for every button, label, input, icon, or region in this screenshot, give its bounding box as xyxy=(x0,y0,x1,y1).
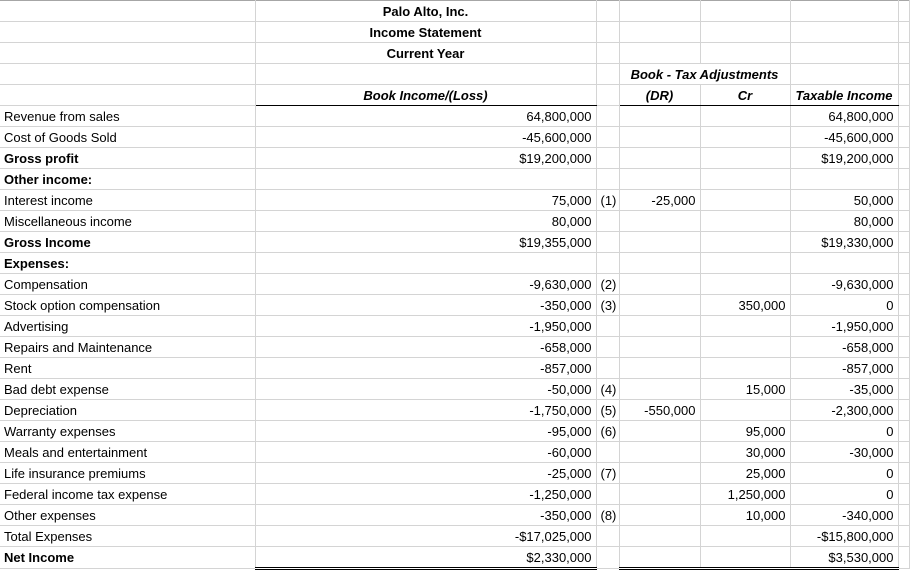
adjustment-dr-cell[interactable] xyxy=(619,337,700,358)
row-label-cell[interactable]: Interest income xyxy=(0,190,255,211)
taxable-income-cell[interactable]: 0 xyxy=(790,484,898,505)
reference-cell[interactable]: (2) xyxy=(596,274,619,295)
table-row xyxy=(0,316,909,337)
reference-cell[interactable] xyxy=(596,316,619,337)
reference-cell[interactable] xyxy=(596,547,619,569)
empty-cell[interactable] xyxy=(790,43,898,64)
taxable-income-cell[interactable]: -340,000 xyxy=(790,505,898,526)
adjustment-cr-cell[interactable] xyxy=(700,232,790,253)
table-row xyxy=(0,232,909,253)
taxable-income-cell[interactable]: 50,000 xyxy=(790,190,898,211)
adjustment-dr-cell[interactable] xyxy=(619,295,700,316)
book-income-cell[interactable] xyxy=(255,169,596,190)
empty-cell[interactable] xyxy=(898,295,909,316)
empty-cell[interactable] xyxy=(898,1,909,22)
adjustment-dr-cell[interactable] xyxy=(619,442,700,463)
adjustment-dr-cell[interactable] xyxy=(619,484,700,505)
empty-cell[interactable] xyxy=(898,400,909,421)
empty-cell[interactable] xyxy=(898,337,909,358)
header-row-adjustments-group xyxy=(0,64,909,85)
adjustment-dr-cell[interactable] xyxy=(619,253,700,274)
adjustment-dr-cell[interactable] xyxy=(619,526,700,547)
adjustment-dr-cell[interactable] xyxy=(619,106,700,127)
row-label-cell[interactable]: Warranty expenses xyxy=(0,421,255,442)
reference-cell[interactable] xyxy=(596,127,619,148)
adjustment-dr-cell[interactable] xyxy=(619,379,700,400)
adjustment-dr-cell[interactable] xyxy=(619,463,700,484)
empty-cell[interactable] xyxy=(898,106,909,127)
empty-cell[interactable] xyxy=(898,274,909,295)
book-income-cell[interactable]: $19,200,000 xyxy=(255,148,596,169)
empty-cell[interactable] xyxy=(596,64,619,85)
empty-cell[interactable] xyxy=(0,22,255,43)
reference-cell[interactable] xyxy=(596,211,619,232)
taxable-income-cell[interactable] xyxy=(790,169,898,190)
adjustment-cr-cell[interactable] xyxy=(700,316,790,337)
empty-cell[interactable] xyxy=(898,148,909,169)
header-book-income[interactable]: Book Income/(Loss) xyxy=(255,85,596,106)
adjustment-cr-cell[interactable] xyxy=(700,358,790,379)
table-row xyxy=(0,253,909,274)
book-income-cell[interactable]: -1,250,000 xyxy=(255,484,596,505)
empty-cell[interactable] xyxy=(898,358,909,379)
book-income-cell[interactable]: -1,750,000 xyxy=(255,400,596,421)
empty-cell[interactable] xyxy=(898,505,909,526)
reference-cell[interactable] xyxy=(596,526,619,547)
taxable-income-cell[interactable]: -658,000 xyxy=(790,337,898,358)
reference-cell[interactable] xyxy=(596,484,619,505)
taxable-income-cell[interactable]: -1,950,000 xyxy=(790,316,898,337)
header-cr[interactable]: Cr xyxy=(700,85,790,106)
table-row xyxy=(0,505,909,526)
empty-cell[interactable] xyxy=(596,85,619,106)
taxable-income-cell[interactable]: -857,000 xyxy=(790,358,898,379)
table-row xyxy=(0,148,909,169)
adjustment-cr-cell[interactable] xyxy=(700,400,790,421)
adjustment-cr-cell[interactable] xyxy=(700,526,790,547)
empty-cell[interactable] xyxy=(700,43,790,64)
taxable-income-cell[interactable]: 0 xyxy=(790,421,898,442)
empty-cell[interactable] xyxy=(596,43,619,64)
company-name[interactable]: Palo Alto, Inc. xyxy=(255,1,596,22)
reference-cell[interactable] xyxy=(596,232,619,253)
adjustment-dr-cell[interactable] xyxy=(619,274,700,295)
table-row xyxy=(0,463,909,484)
book-income-cell[interactable]: -60,000 xyxy=(255,442,596,463)
header-dr[interactable]: (DR) xyxy=(619,85,700,106)
header-taxable-income[interactable]: Taxable Income xyxy=(790,85,898,106)
reference-cell[interactable] xyxy=(596,148,619,169)
row-label-cell[interactable]: Other expenses xyxy=(0,505,255,526)
adjustment-cr-cell[interactable]: 1,250,000 xyxy=(700,484,790,505)
reference-cell[interactable] xyxy=(596,253,619,274)
book-income-cell[interactable] xyxy=(255,253,596,274)
table-row xyxy=(0,337,909,358)
table-row xyxy=(0,106,909,127)
taxable-income-cell[interactable]: -2,300,000 xyxy=(790,400,898,421)
title-row-company xyxy=(0,1,909,22)
row-label-cell[interactable]: Depreciation xyxy=(0,400,255,421)
adjustment-dr-cell[interactable] xyxy=(619,421,700,442)
book-income-cell[interactable]: -95,000 xyxy=(255,421,596,442)
adjustment-dr-cell[interactable] xyxy=(619,505,700,526)
empty-cell[interactable] xyxy=(898,43,909,64)
adjustment-cr-cell[interactable] xyxy=(700,190,790,211)
adjustment-cr-cell[interactable] xyxy=(700,127,790,148)
adjustment-cr-cell[interactable] xyxy=(700,253,790,274)
adjustment-cr-cell[interactable] xyxy=(700,169,790,190)
empty-cell[interactable] xyxy=(898,64,909,85)
book-income-cell[interactable]: -9,630,000 xyxy=(255,274,596,295)
adjustment-cr-cell[interactable] xyxy=(700,337,790,358)
adjustment-dr-cell[interactable] xyxy=(619,127,700,148)
book-income-cell[interactable]: -857,000 xyxy=(255,358,596,379)
row-label-cell[interactable]: Life insurance premiums xyxy=(0,463,255,484)
empty-cell[interactable] xyxy=(898,253,909,274)
empty-cell[interactable] xyxy=(790,1,898,22)
title-row-period xyxy=(0,43,909,64)
taxable-income-cell[interactable]: -35,000 xyxy=(790,379,898,400)
table-row xyxy=(0,379,909,400)
book-income-cell[interactable]: -50,000 xyxy=(255,379,596,400)
taxable-income-cell[interactable]: -45,600,000 xyxy=(790,127,898,148)
row-label-cell[interactable]: Cost of Goods Sold xyxy=(0,127,255,148)
adjustment-cr-cell[interactable]: 95,000 xyxy=(700,421,790,442)
adjustment-dr-cell[interactable] xyxy=(619,316,700,337)
table-row xyxy=(0,421,909,442)
title-row-statement xyxy=(0,22,909,43)
adjustment-dr-cell[interactable] xyxy=(619,169,700,190)
empty-cell[interactable] xyxy=(790,64,898,85)
reference-cell[interactable] xyxy=(596,106,619,127)
empty-cell[interactable] xyxy=(898,232,909,253)
adjustment-dr-cell[interactable]: -25,000 xyxy=(619,190,700,211)
empty-cell[interactable] xyxy=(898,22,909,43)
empty-cell[interactable] xyxy=(898,442,909,463)
empty-cell[interactable] xyxy=(898,463,909,484)
period-name[interactable]: Current Year xyxy=(255,43,596,64)
empty-cell[interactable] xyxy=(619,43,700,64)
empty-cell[interactable] xyxy=(790,22,898,43)
book-income-cell[interactable]: 80,000 xyxy=(255,211,596,232)
book-income-cell[interactable]: -350,000 xyxy=(255,505,596,526)
table-row xyxy=(0,526,909,547)
header-adjustments-group[interactable]: Book - Tax Adjustments xyxy=(619,64,790,85)
table-row xyxy=(0,169,909,190)
empty-cell[interactable] xyxy=(898,547,909,569)
empty-cell[interactable] xyxy=(898,526,909,547)
adjustment-cr-cell[interactable] xyxy=(700,274,790,295)
adjustment-cr-cell[interactable] xyxy=(700,211,790,232)
reference-cell[interactable]: (4) xyxy=(596,379,619,400)
row-label-cell[interactable]: Revenue from sales xyxy=(0,106,255,127)
empty-cell[interactable] xyxy=(898,421,909,442)
taxable-income-cell[interactable]: -$15,800,000 xyxy=(790,526,898,547)
book-income-cell[interactable]: $2,330,000 xyxy=(255,547,596,569)
adjustment-cr-cell[interactable]: 25,000 xyxy=(700,463,790,484)
row-label-cell[interactable]: Bad debt expense xyxy=(0,379,255,400)
adjustment-cr-cell[interactable]: 15,000 xyxy=(700,379,790,400)
taxable-income-cell[interactable]: 80,000 xyxy=(790,211,898,232)
adjustment-dr-cell[interactable] xyxy=(619,547,700,569)
empty-cell[interactable] xyxy=(596,22,619,43)
empty-cell[interactable] xyxy=(0,43,255,64)
row-label-cell[interactable]: Total Expenses xyxy=(0,526,255,547)
table-row xyxy=(0,211,909,232)
table-row xyxy=(0,127,909,148)
empty-cell[interactable] xyxy=(0,1,255,22)
empty-cell[interactable] xyxy=(898,316,909,337)
empty-cell[interactable] xyxy=(898,211,909,232)
book-income-cell[interactable]: -350,000 xyxy=(255,295,596,316)
row-label-cell[interactable]: Net Income xyxy=(0,547,255,569)
empty-cell[interactable] xyxy=(619,1,700,22)
header-row-columns xyxy=(0,85,909,106)
table-row xyxy=(0,358,909,379)
row-label-cell[interactable]: Miscellaneous income xyxy=(0,211,255,232)
row-label-cell[interactable]: Expenses: xyxy=(0,253,255,274)
empty-cell[interactable] xyxy=(898,169,909,190)
table-row xyxy=(0,484,909,505)
taxable-income-cell[interactable]: 0 xyxy=(790,295,898,316)
table-row xyxy=(0,295,909,316)
empty-cell[interactable] xyxy=(0,64,255,85)
empty-cell[interactable] xyxy=(898,190,909,211)
book-income-cell[interactable]: 75,000 xyxy=(255,190,596,211)
reference-cell[interactable]: (5) xyxy=(596,400,619,421)
empty-cell[interactable] xyxy=(898,379,909,400)
book-income-cell[interactable]: $19,355,000 xyxy=(255,232,596,253)
adjustment-cr-cell[interactable]: 350,000 xyxy=(700,295,790,316)
empty-cell[interactable] xyxy=(700,22,790,43)
reference-cell[interactable] xyxy=(596,169,619,190)
row-label-cell[interactable]: Stock option compensation xyxy=(0,295,255,316)
statement-name[interactable]: Income Statement xyxy=(255,22,596,43)
taxable-income-cell[interactable]: $19,330,000 xyxy=(790,232,898,253)
table-row xyxy=(0,400,909,421)
reference-cell[interactable]: (8) xyxy=(596,505,619,526)
table-row xyxy=(0,442,909,463)
adjustment-dr-cell[interactable] xyxy=(619,232,700,253)
empty-cell[interactable] xyxy=(898,127,909,148)
table-row xyxy=(0,547,909,569)
reference-cell[interactable] xyxy=(596,337,619,358)
reference-cell[interactable]: (7) xyxy=(596,463,619,484)
taxable-income-cell[interactable]: $19,200,000 xyxy=(790,148,898,169)
reference-cell[interactable]: (1) xyxy=(596,190,619,211)
table-row xyxy=(0,274,909,295)
taxable-income-cell[interactable]: -9,630,000 xyxy=(790,274,898,295)
book-income-cell[interactable]: -$17,025,000 xyxy=(255,526,596,547)
row-label-cell[interactable]: Other income: xyxy=(0,169,255,190)
adjustment-dr-cell[interactable] xyxy=(619,211,700,232)
empty-cell[interactable] xyxy=(0,85,255,106)
table-row xyxy=(0,190,909,211)
empty-cell[interactable] xyxy=(898,484,909,505)
empty-cell[interactable] xyxy=(700,1,790,22)
reference-cell[interactable]: (6) xyxy=(596,421,619,442)
book-income-cell[interactable]: -658,000 xyxy=(255,337,596,358)
reference-cell[interactable] xyxy=(596,358,619,379)
adjustment-cr-cell[interactable]: 10,000 xyxy=(700,505,790,526)
book-income-cell[interactable]: -1,950,000 xyxy=(255,316,596,337)
reference-cell[interactable] xyxy=(596,442,619,463)
empty-cell[interactable] xyxy=(255,64,596,85)
empty-cell[interactable] xyxy=(898,85,909,106)
book-income-cell[interactable]: -25,000 xyxy=(255,463,596,484)
taxable-income-cell[interactable]: $3,530,000 xyxy=(790,547,898,569)
row-label-cell[interactable]: Rent xyxy=(0,358,255,379)
adjustment-cr-cell[interactable]: 30,000 xyxy=(700,442,790,463)
adjustment-dr-cell[interactable] xyxy=(619,148,700,169)
book-income-cell[interactable]: -45,600,000 xyxy=(255,127,596,148)
row-label-cell[interactable]: Advertising xyxy=(0,316,255,337)
empty-cell[interactable] xyxy=(596,1,619,22)
adjustment-cr-cell[interactable] xyxy=(700,148,790,169)
reference-cell[interactable]: (3) xyxy=(596,295,619,316)
row-label-cell[interactable]: Repairs and Maintenance xyxy=(0,337,255,358)
taxable-income-cell[interactable] xyxy=(790,253,898,274)
adjustment-dr-cell[interactable]: -550,000 xyxy=(619,400,700,421)
taxable-income-cell[interactable]: 64,800,000 xyxy=(790,106,898,127)
adjustment-dr-cell[interactable] xyxy=(619,358,700,379)
adjustment-cr-cell[interactable] xyxy=(700,547,790,569)
book-income-cell[interactable]: 64,800,000 xyxy=(255,106,596,127)
empty-cell[interactable] xyxy=(619,22,700,43)
taxable-income-cell[interactable]: -30,000 xyxy=(790,442,898,463)
row-label-cell[interactable]: Federal income tax expense xyxy=(0,484,255,505)
row-label-cell[interactable]: Gross Income xyxy=(0,232,255,253)
row-label-cell[interactable]: Meals and entertainment xyxy=(0,442,255,463)
taxable-income-cell[interactable]: 0 xyxy=(790,463,898,484)
row-label-cell[interactable]: Gross profit xyxy=(0,148,255,169)
row-label-cell[interactable]: Compensation xyxy=(0,274,255,295)
adjustment-cr-cell[interactable] xyxy=(700,106,790,127)
